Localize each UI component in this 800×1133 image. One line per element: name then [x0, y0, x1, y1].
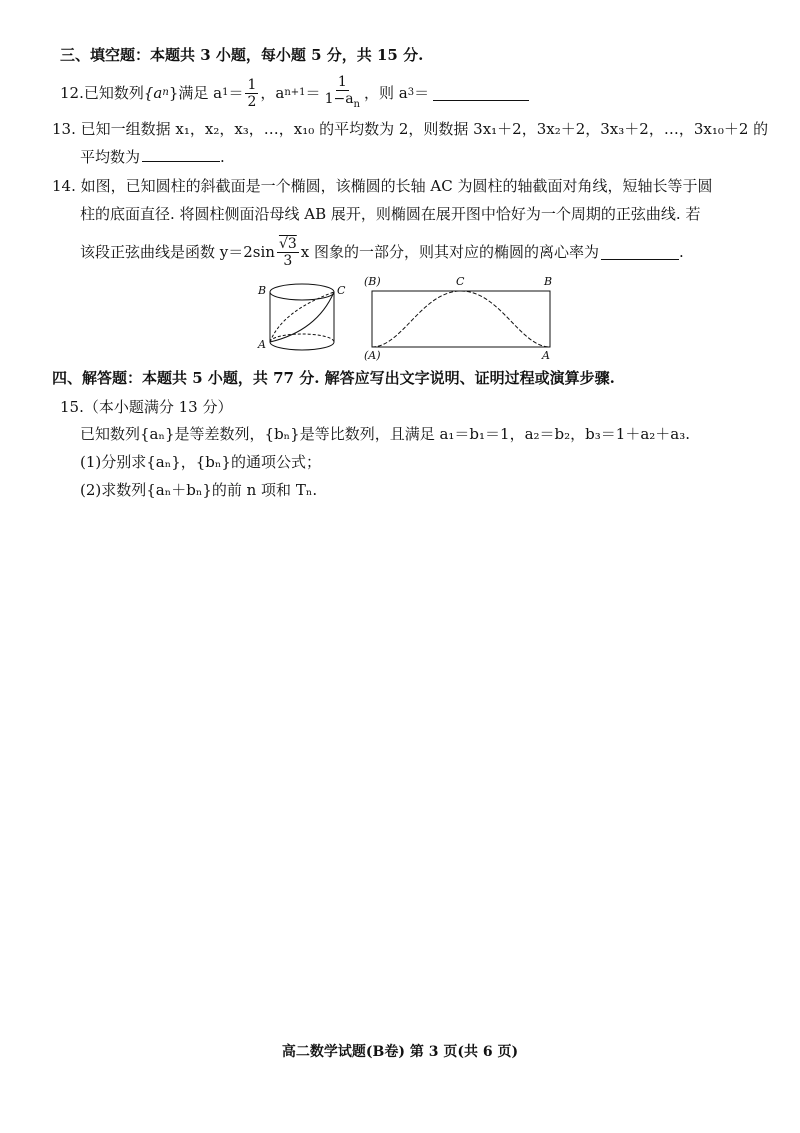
question-12: [60, 73, 529, 110]
q12-sub-3: 3: [407, 87, 415, 98]
q12-fraction-2: [323, 74, 362, 113]
q12-sub-n1: n+1: [284, 87, 306, 98]
cylinder-figure: [252, 276, 352, 360]
unrolled-figure: [362, 274, 562, 362]
q12-answer-blank[interactable]: [433, 86, 529, 101]
q12-fraction-1: [245, 77, 258, 110]
q12-text-a: 已知数列: [83, 84, 144, 102]
rect-label-B-paren: (B): [364, 275, 381, 288]
q12-sub-1: 1: [222, 87, 229, 98]
q13-answer-blank[interactable]: [142, 147, 220, 162]
q12-f1-num: 1: [247, 76, 257, 93]
q15-line1: 已知数列{aₙ}是等差数列，{bₙ}是等比数列，且满足 a₁＝b₁＝1，a₂＝b₂，b₃＝1＋a₂＋a₃.: [80, 425, 690, 443]
rect-label-A: A: [542, 349, 550, 362]
q14-frac-num: √3: [278, 235, 297, 252]
q12-eq2: ＝: [305, 84, 321, 102]
cyl-label-A: A: [258, 338, 266, 351]
q14-line2: 柱的底面直径. 将圆柱侧面沿母线 AB 展开，则椭圆在展开图中恰好为一个周期的正弦曲线. 若: [80, 205, 701, 223]
q12-f2-den: $1-a_n$: [324, 90, 360, 110]
cyl-label-C: C: [337, 284, 346, 297]
q12-f2-num: 1: [337, 73, 347, 90]
q12-eq1: ＝: [228, 84, 244, 102]
q13-line2: 平均数为 .: [80, 148, 225, 166]
q13-line1: 13. 已知一组数据 x₁，x₂，x₃，…，x₁₀ 的平均数为 2，则数据 3x₁＋2，3x₂＋2，3x₃＋2，…，3x₁₀＋2 的: [52, 120, 769, 138]
q15-part2: (2)求数列{aₙ＋bₙ}的前 n 项和 Tₙ.: [80, 481, 318, 499]
q14-frac-den: 3: [283, 252, 293, 269]
rect-label-C: C: [456, 275, 465, 288]
q12-number: 12.: [60, 84, 84, 102]
q12-f1-den: 2: [247, 93, 257, 110]
q14-line3: 该段正弦曲线是函数 y＝2sin $\frac{√3}{3}$ x 图象的一部分，则其对应的椭圆的离心率为 .: [80, 235, 684, 269]
q14-answer-blank[interactable]: [601, 245, 679, 260]
q12-eq3: ＝: [414, 84, 430, 102]
rect-label-A-paren: (A): [364, 349, 381, 362]
q12-comma1: ，a: [260, 84, 285, 102]
q15-title: 15.（本小题满分 13 分）: [60, 398, 233, 416]
q12-text-c: ，则 a: [364, 84, 408, 102]
q12-set-close: }: [168, 84, 179, 102]
section4-heading: 四、解答题：本题共 5 小题，共 77 分. 解答应写出文字说明、证明过程或演算步骤.: [52, 369, 615, 387]
q12-sub-n: n: [162, 87, 169, 98]
q12-text-b: 满足 a: [178, 84, 223, 102]
rect-label-B: B: [544, 275, 553, 288]
q14-fraction: [277, 236, 299, 269]
q12-set-open: {a: [143, 84, 163, 102]
cyl-label-B: B: [258, 284, 267, 297]
page-footer: 高二数学试题(B卷) 第 3 页(共 6 页): [281, 1044, 519, 1060]
q14-line1: 14. 如图，已知圆柱的斜截面是一个椭圆，该椭圆的长轴 AC 为圆柱的轴截面对角线，短轴长等于圆: [52, 177, 713, 195]
section3-heading: 三、填空题：本题共 3 小题，每小题 5 分，共 15 分.: [60, 46, 424, 64]
q15-part1: (1)分别求{aₙ}，{bₙ}的通项公式；: [80, 453, 321, 471]
